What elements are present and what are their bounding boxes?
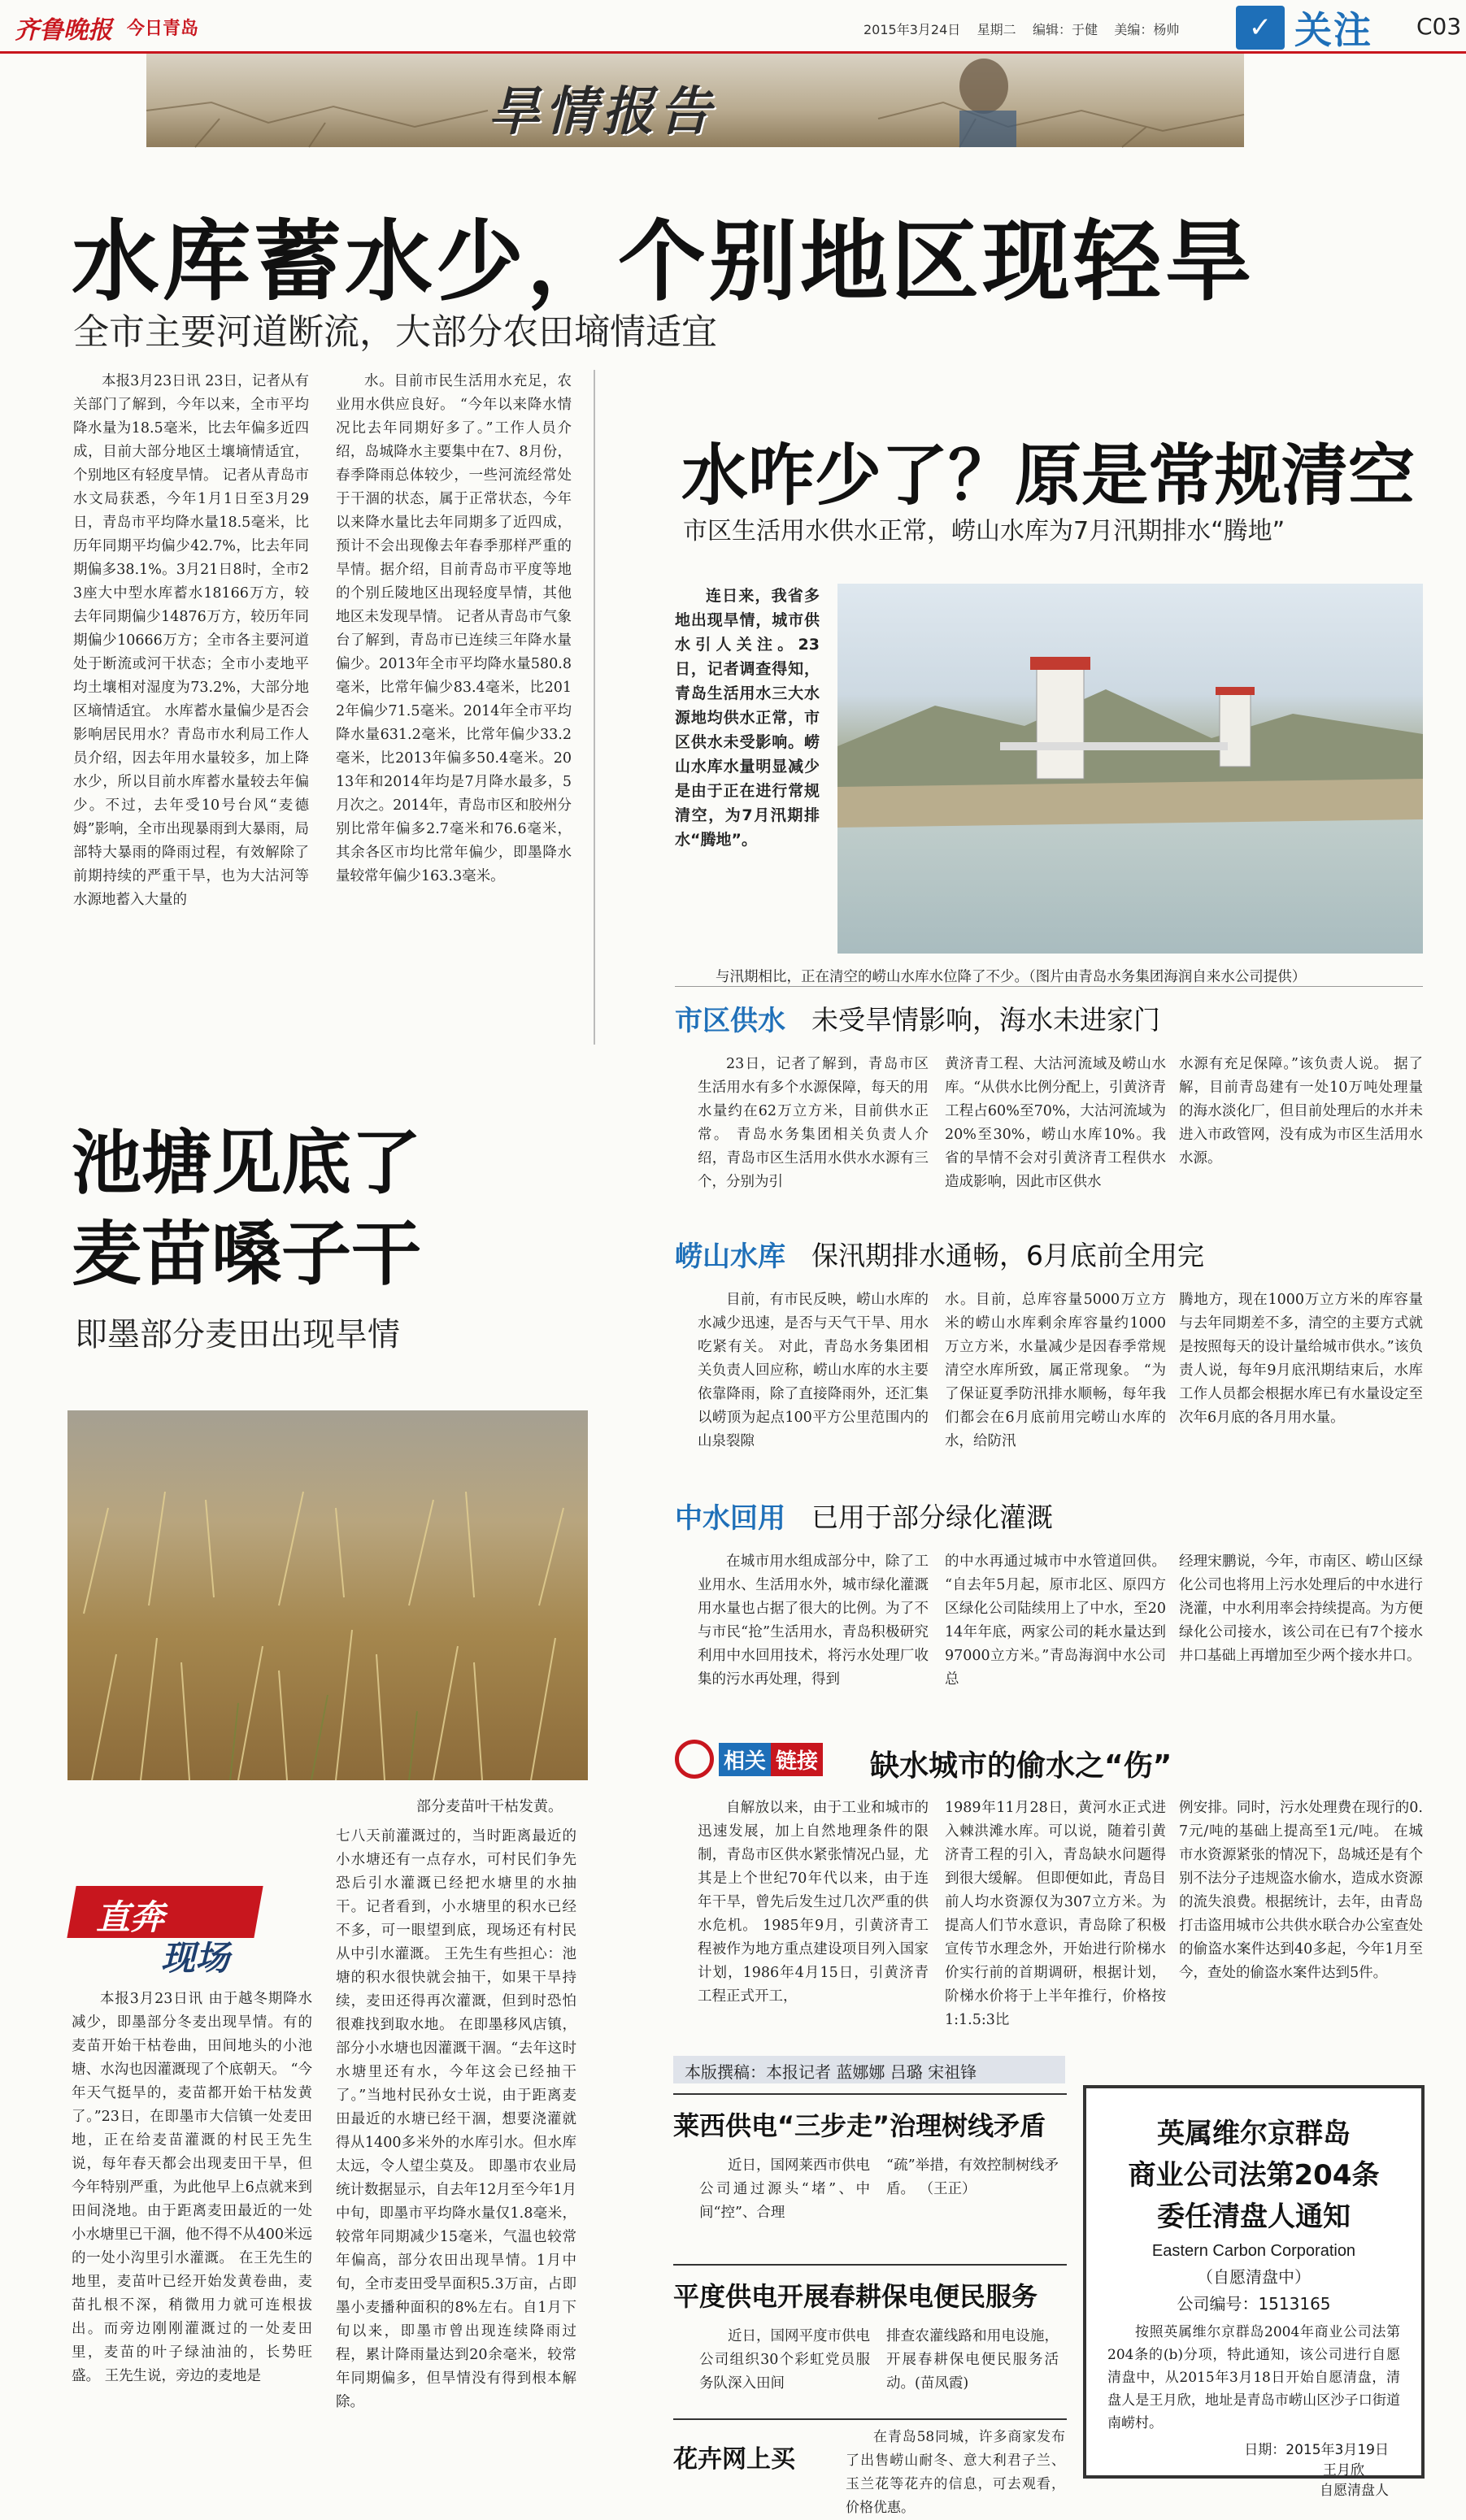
related-link-tag (675, 1740, 823, 1779)
pond-headline-line-1: 池塘见底了 (72, 1123, 421, 1204)
related-col-1-text: 自解放以来，由于工业和城市的迅速发展，加上自然地理条件的限制，青岛市区供水紧张情况凸显，尤其是上个世纪70年代以来，由于连年干旱，曾先后发生过几次严重的供水危机。 1985年9月，引黄济青工程被作为地方重点建设项目列入国家计划，1986年4月15日，引黄济青工程正式开工， (698, 1800, 929, 2005)
water-s3-col-1 (698, 1550, 929, 1721)
water-s2-col-3-text: 腾地方，现在1000万立方米的库容量与去年同期差不多，清空的主要方式就是按照每天的设计量给城市供水。”该负责人说，每年9月底汛期结束后，水库工作人员都会根据水库已有水量设定至次年6月底的各月用水量。 (1179, 1292, 1423, 1426)
water-s2-col-2-text: 水。目前，总库容量5000万立方米的崂山水库剩余库容量约1000万立方米，水量减少是因春季常规清空水库所致，属正常现象。 “为了保证夏季防汛排水顺畅，每年我们都会在6月底前用完崂山水库的水，给防汛 (945, 1292, 1166, 1449)
on-scene-tag (72, 1886, 259, 1979)
water-s3-col-2 (945, 1550, 1166, 1721)
related-headline: 缺水城市的偷水之“伤” (870, 1749, 1172, 1783)
rule (675, 986, 1423, 987)
newspaper-brand: 齐鲁晚报 (15, 16, 112, 45)
water-s1-col-1 (698, 1053, 929, 1207)
related-col-2 (945, 1797, 1166, 2040)
water-section-2-head (675, 1234, 1204, 1274)
wheat-field-photo (67, 1410, 588, 1780)
brief-3-title: 花卉网上买 (673, 2445, 795, 2474)
notice-signer: 王月欣 (1323, 2462, 1364, 2479)
brief-2-col-2 (886, 2325, 1059, 2422)
section-2-title: 保汛期排水通畅，6月底前全用完 (811, 1240, 1204, 1271)
brief-1-col-2 (886, 2154, 1059, 2252)
water-s2-col-3 (1179, 1288, 1423, 1485)
related-col-2-text: 1989年11月28日，黄河水正式进入棘洪滩水库。可以说，随着引黄济青工程的引入，青岛缺水问题得到很大缓解。 但即便如此，青岛目前人均水资源仅为307立方米。为提高人们节水意识，青岛除了积极宣传节水理念外，开始进行阶梯水价实行前的首期调研，根据计划，阶梯水价将于上半年推行，价格按1:1.5:3比 (945, 1800, 1166, 2028)
section-label (1236, 5, 1399, 50)
related-col-3 (1179, 1797, 1423, 2040)
issue-meta (864, 20, 1179, 38)
brief-1-title: 莱西供电“三步走”治理树线矛盾 (673, 2110, 1046, 2141)
editor-credit: 编辑：于健 (1032, 22, 1098, 37)
water-s1-col-1-text: 23日，记者了解到，青岛市区生活用水有多个水源保障，每天的用水量约在62万立方米，目前供水正常。 青岛水务集团相关负责人介绍，青岛市区生活用水供水水源有三个，分别为引 (698, 1056, 929, 1190)
water-s3-col-2-text: 的中水再通过城市中水管道回供。 “自去年5月起，原市北区、原四方区绿化公司陆续用上了中水，至2014年年底，两家公司的耗水量达到97000立方米。”青岛海润中水公司总 (945, 1553, 1166, 1688)
related-tag-a: 相关 (719, 1743, 771, 1776)
brief-2-title: 平度供电开展春耕保电便民服务 (673, 2281, 1038, 2312)
brief-1-col-1-text: 近日，国网莱西市供电公司通过源头“堵”、中间“控”、合理 (699, 2157, 870, 2221)
section-3-title: 已用于部分绿化灌溉 (811, 1501, 1053, 1533)
reservoir-photo-caption: 与汛期相比，正在清空的崂山水库水位降了不少。（图片由青岛水务集团海润自来水公司提供） (716, 969, 1307, 985)
water-s1-col-3 (1179, 1053, 1423, 1207)
on-scene-tag-a: 直奔 (96, 1897, 165, 1937)
on-scene-tag-b: 现场 (161, 1938, 230, 1978)
related-link-icon (675, 1740, 714, 1779)
lead-column-2 (336, 370, 572, 1038)
brief-3-text: 在青岛58同城，许多商家发布了出售崂山耐冬、意大利君子兰、玉兰花等花卉的信息，可去观看，价格优惠。 (846, 2429, 1065, 2516)
pond-col-1-text: 本报3月23日讯 由于越冬期降水减少，即墨部分冬麦出现旱情。有的麦苗开始干枯卷曲，田间地头的小池塘、水沟也因灌溉现了个底朝天。 “今年天气挺旱的，麦苗都开始干枯发黄了。”23日，在即墨市大信镇一处麦田地，正在给麦苗灌溉的村民王先生说，每年春天都会出现麦田干旱，但今年特别严重，为此他早上6点就来到田间浇地。由于距离麦田最近的一处小水塘里已干涸，他不得不从400米远的一处小沟里引水灌溉。 在王先生的地里，麦苗叶已经开始发黄卷曲，麦苗扎根不深，稍微用力就可连根拔出。而旁边刚刚灌溉过的一处麦田里，麦苗的叶子绿油油的，长势旺盛。 王先生说，旁边的麦地是 (72, 1991, 312, 2384)
lead-subheadline: 全市主要河道断流，大部分农田墒情适宜 (73, 311, 717, 353)
section-1-title: 未受旱情影响，海水未进家门 (811, 1004, 1160, 1036)
water-s3-col-3 (1179, 1550, 1423, 1721)
pond-col-2-text: 七八天前灌溉过的，当时距离最近的小水塘还有一点存水，可村民们争先恐后引水灌溉已经把水塘里的水抽干。记者看到，小水塘里的积水已经不多，可一眼望到底，现场还有村民从中引水灌溉。 王先生有些担心：池塘的积水很快就会抽干，如果干旱持续，麦田还得再次灌溉，但到时恐怕很难找到取水地。 在即墨移风店镇，部分小水塘也因灌溉干涸。“去年这时水塘里还有水，今年这会已经抽干了。”当地村民孙女士说，由于距离麦田最近的水塘已经干涸，想要浇灌就得从1400多米外的水库引水。但水库太远，令人望尘莫及。 即墨市农业局统计数据显示，自去年12月至今年1月中旬，即墨市平均降水量仅1.8毫米，较常年同期减少15毫米，气温也较常年偏高，部分农田出现旱情。1月中旬，全市麦田受旱面积5.3万亩，占即墨小麦播种面积的8%左右。自1月下旬以来，即墨市曾出现连续降雨过程，累计降雨量达到20余毫米，较常年同期偏多，但旱情没有得到根本解除。 (336, 1828, 576, 2410)
notice-company-en: Eastern Carbon Corporation (1151, 2242, 1356, 2260)
reservoir-photo (837, 584, 1423, 954)
related-tag-b: 链接 (771, 1743, 823, 1776)
column-divider (594, 370, 595, 1045)
rule (673, 2093, 1067, 2095)
brief-2-col-1 (699, 2325, 870, 2422)
water-s3-col-1-text: 在城市用水组成部分中，除了工业用水、生活用水外，城市绿化灌溉用水量也占据了很大的比例。为了不与市民“抢”生活用水，青岛积极研究利用中水回用技术，将污水处理厂收集的污水再处理，得到 (698, 1553, 929, 1688)
section-2-key: 崂山水库 (675, 1240, 785, 1273)
rule (673, 2418, 1067, 2420)
section-name: 关注 (1294, 8, 1372, 52)
lead-column-1 (73, 370, 309, 1038)
wheat-photo-caption: 部分麦苗叶干枯发黄。 (416, 1798, 563, 1815)
water-s1-col-2 (945, 1053, 1166, 1207)
pond-headline-line-2: 麦苗嗓子干 (72, 1214, 421, 1295)
brief-3-col (846, 2426, 1065, 2516)
water-section-1-head (675, 998, 1160, 1038)
brief-1-col-1 (699, 2154, 870, 2252)
tick-icon: ✓ (1236, 6, 1285, 50)
water-subheadline: 市区生活用水供水正常，崂山水库为7月汛期排水“腾地” (683, 517, 1285, 545)
water-s1-col-3-text: 水源有充足保障。”该负责人说。 据了解，目前青岛建有一处10万吨处理量的海水淡化厂，但目前处理后的水并未进入市政管网，没有成为市区生活用水水源。 (1179, 1056, 1423, 1167)
notice-date: 日期：2015年3月19日 (1244, 2442, 1389, 2458)
byline: 本版撰稿：本报记者 蓝娜娜 吕璐 宋祖锋 (673, 2056, 1065, 2083)
art-credit: 美编：杨帅 (1114, 22, 1180, 37)
pond-subheadline: 即墨部分麦田出现旱情 (75, 1316, 400, 1353)
water-s2-col-1-text: 目前，有市民反映，崂山水库的水减少迅速，是否与天气干旱、用水吃紧有关。 对此，青岛水务集团相关负责人回应称，崂山水库的水主要依靠降雨，除了直接降雨外，还汇集以崂顶为起点100平方公里范围内的山泉裂隙 (698, 1292, 929, 1449)
lead-headline: 水库蓄水少，个别地区现轻旱 (72, 211, 1256, 313)
liquidation-notice (1083, 2085, 1425, 2499)
banner-title: 旱情报告 (488, 82, 716, 142)
water-s3-col-3-text: 经理宋鹏说，今年，市南区、崂山区绿化公司也将用上污水处理后的中水进行浇灌，中水利用率会持续提高。为方便绿化公司接水，该公司在已有7个接水井口基础上再增加至少两个接水井口。 (1179, 1553, 1423, 1664)
water-s2-col-1 (698, 1288, 929, 1485)
notice-title-line-3: 委任清盘人通知 (1157, 2201, 1351, 2233)
notice-title-line-2: 商业公司法第204条 (1128, 2159, 1380, 2192)
notice-company-no: 公司编号：1513165 (1177, 2294, 1331, 2314)
section-1-key: 市区供水 (675, 1005, 785, 1037)
issue-weekday: 星期二 (977, 22, 1016, 37)
notice-title-line-1: 英属维尔京群岛 (1157, 2118, 1351, 2150)
page-header (0, 0, 1466, 54)
edition-name: 今日青岛 (127, 19, 199, 39)
brief-2-col-1-text: 近日，国网平度市供电公司组织30个彩虹党员服务队深入田间 (699, 2328, 870, 2392)
water-s2-col-2 (945, 1288, 1166, 1485)
water-s1-col-2-text: 黄济青工程、大沽河流域及崂山水库。“从供水比例分配上，引黄济青工程占60%至70%，大沽河流域为20%至30%，崂山水库10%。我省的旱情不会对引黄济青工程供水造成影响，因此市区供水 (945, 1056, 1166, 1190)
lead-column-2-text: 水。目前市民生活用水充足，农业用水供应良好。 “今年以来降水情况比去年同期好多了。”工作人员介绍，岛城降水主要集中在7、8月份，春季降雨总体较少，一些河流经常处于干涸的状态，属于正常状态，今年以来降水量比去年同期多了近四成，预计不会出现像去年春季那样严重的旱情。据介绍，目前青岛市平度等地的个别丘陵地区出现轻度旱情，其他地区未发现旱情。 记者从青岛市气象台了解到，青岛市已连续三年降水量偏少。2013年全市平均降水量580.8毫米，比常年偏少83.4毫米，比2012年偏少71.5毫米。2014年全市平均降水量631.2毫米，比常年偏少33.2毫米，比2013年偏多50.4毫米。2013年和2014年均是7月降水最多，5月次之。2014年，青岛市区和胶州分别比常年偏多2.7毫米和76.6毫米，其余各区市均比常年偏少，即墨降水量较常年偏少163.3毫米。 (336, 373, 572, 884)
notice-body: 按照英属维尔京群岛2004年商业公司法第204条的(b)分项，特此通知，该公司进行自愿清盘中，从2015年3月18日开始自愿清盘，清盘人是王月欣，地址是青岛市崂山区沙子口街道南崂村。 (1107, 2324, 1400, 2431)
related-col-1 (698, 1797, 929, 2040)
related-col-3-text: 例安排。同时，污水处理费在现行的0.7元/吨的基础上提高至1元/吨。 在城市水资源紧张的情况下，岛城还是有个别不法分子违规盗水偷水，造成水资源的流失浪费。根据统计，去年，由青岛打击盗用城市公共供水联合办公室查处的偷盗水案件达到40多起，今年1月至今，查处的偷盗水案件达到5件。 (1179, 1800, 1423, 1981)
water-headline: 水咋少了？原是常规清空 (681, 437, 1416, 515)
lead-column-1-text: 本报3月23日讯 23日，记者从有关部门了解到，今年以来，全市平均降水量为18.5毫米，比去年偏多近四成，目前大部分地区土壤墒情适宜，个别地区有轻度旱情。 记者从青岛市水文局获悉，今年1月1日至3月29日，青岛市平均降水量18.5毫米，比历年同期平均偏少42.7%，比去年同期偏多38.1%。3月21日8时，全市23座大中型水库蓄水18166万方，较去年同期偏少14876万方，较历年同期偏少10666万方；全市各主要河道处于断流或河干状态；全市小麦地平均土壤相对湿度为73.2%，大部分地区墒情适宜。 水库蓄水量偏少是否会影响居民用水？青岛市水利局工作人员介绍，因去年用水量较多，加上降水少，所以目前水库蓄水量较去年偏少。不过，去年受10号台风“麦德姆”影响，全市出现暴雨到大暴雨，局部特大暴雨的降雨过程，有效解除了前期持续的严重干旱，也为大沽河等水源地蓄入大量的 (73, 373, 309, 908)
rule (673, 2264, 1067, 2266)
page-number: C03 (1416, 13, 1462, 40)
pond-col-1 (72, 1988, 312, 2475)
brief-1-col-2-text: “疏”举措，有效控制树线矛盾。 （王正） (886, 2157, 1059, 2197)
section-3-key: 中水回用 (675, 1502, 785, 1535)
reservoir-illustration (837, 584, 1423, 954)
pond-col-2 (336, 1825, 576, 2475)
notice-status: （自愿清盘中） (1197, 2267, 1311, 2287)
issue-date: 2015年3月24日 (864, 22, 961, 37)
wheat-illustration (67, 1410, 588, 1780)
brief-2-col-2-text: 排查农灌线路和用电设施，开展春耕保电便民服务活动。(苗凤霞) (886, 2328, 1059, 2392)
water-section-3-head (675, 1496, 1053, 1536)
water-intro (675, 584, 820, 941)
water-intro-text: 连日来，我省多地出现旱情，城市供水引人关注。23日，记者调查得知，青岛生活用水三大水源地均供水正常，市区供水未受影响。崂山水库水量明显减少是由于正在进行常规清空，为7月汛期排水“腾地”。 (675, 587, 820, 849)
notice-role: 自愿清盘人 (1320, 2483, 1389, 2499)
